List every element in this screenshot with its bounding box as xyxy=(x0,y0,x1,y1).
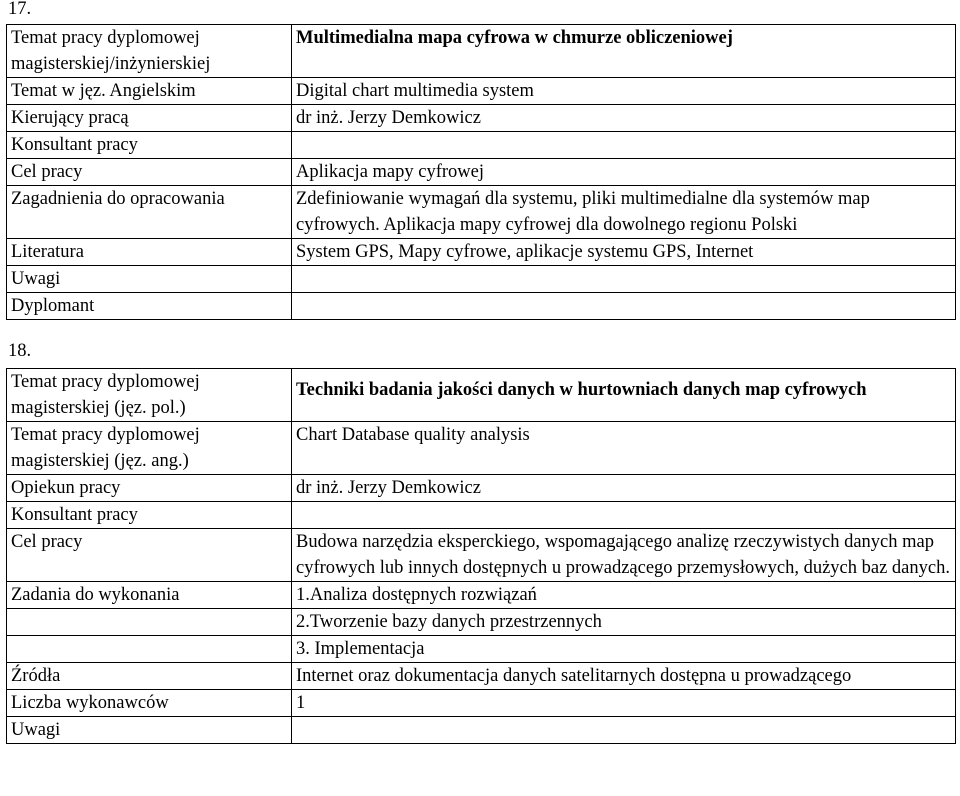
row-label: Cel pracy xyxy=(7,529,292,582)
row-value: Chart Database quality analysis xyxy=(292,422,956,475)
row-value: Multimedialna mapa cyfrowa w chmurze obliczeniowej xyxy=(292,25,956,78)
row-value xyxy=(292,293,956,320)
row-label: Liczba wykonawców xyxy=(7,690,292,717)
row-value xyxy=(292,266,956,293)
row-label: Konsultant pracy xyxy=(7,502,292,529)
row-label: Zagadnienia do opracowania xyxy=(7,186,292,239)
row-label: Zadania do wykonania xyxy=(7,582,292,609)
row-value: Zdefiniowanie wymagań dla systemu, pliki multimedialne dla systemów map cyfrowych. Aplikacja mapy cyfrowej dla dowolnego regionu Polski xyxy=(292,186,956,239)
row-value: dr inż. Jerzy Demkowicz xyxy=(292,475,956,502)
row-value: 1 xyxy=(292,690,956,717)
table-row xyxy=(7,369,956,422)
row-value: Budowa narzędzia eksperckiego, wspomagającego analizę rzeczywistych danych map cyfrowych lub innych dostępnych u prowadzącego przemysłowych, dużych baz danych. xyxy=(292,529,956,582)
row-label: Konsultant pracy xyxy=(7,132,292,159)
row-value: Digital chart multimedia system xyxy=(292,78,956,105)
row-label: Źródła xyxy=(7,663,292,690)
row-label: Temat pracy dyplomowej magisterskiej/inżynierskiej xyxy=(7,25,292,78)
row-label xyxy=(7,609,292,636)
table-row xyxy=(7,663,956,690)
row-label: Temat pracy dyplomowej magisterskiej (jęz. ang.) xyxy=(7,422,292,475)
row-value: 2.Tworzenie bazy danych przestrzennych xyxy=(292,609,956,636)
table-row xyxy=(7,422,956,475)
section-number-17: 17. xyxy=(8,0,32,19)
table-row xyxy=(7,78,956,105)
row-value: Aplikacja mapy cyfrowej xyxy=(292,159,956,186)
row-label xyxy=(7,636,292,663)
row-value xyxy=(292,502,956,529)
table-row xyxy=(7,502,956,529)
table-row xyxy=(7,690,956,717)
row-label: Temat pracy dyplomowej magisterskiej (jęz. pol.) xyxy=(7,369,292,422)
row-value xyxy=(292,132,956,159)
table-row xyxy=(7,636,956,663)
table-row xyxy=(7,529,956,582)
row-value: dr inż. Jerzy Demkowicz xyxy=(292,105,956,132)
row-value: System GPS, Mapy cyfrowe, aplikacje systemu GPS, Internet xyxy=(292,239,956,266)
row-label: Opiekun pracy xyxy=(7,475,292,502)
table-row xyxy=(7,475,956,502)
row-label: Uwagi xyxy=(7,717,292,744)
row-label: Uwagi xyxy=(7,266,292,293)
row-value: 3. Implementacja xyxy=(292,636,956,663)
table-row xyxy=(7,266,956,293)
row-value: 1.Analiza dostępnych rozwiązań xyxy=(292,582,956,609)
table-row xyxy=(7,186,956,239)
table-row xyxy=(7,293,956,320)
table-row xyxy=(7,239,956,266)
thesis-table-18 xyxy=(6,368,956,744)
row-label: Literatura xyxy=(7,239,292,266)
row-value xyxy=(292,717,956,744)
table-row xyxy=(7,132,956,159)
table-row xyxy=(7,609,956,636)
section-number-18: 18. xyxy=(8,341,32,361)
table-row xyxy=(7,105,956,132)
table-row xyxy=(7,717,956,744)
table-row xyxy=(7,159,956,186)
row-label: Cel pracy xyxy=(7,159,292,186)
thesis-table-17 xyxy=(6,24,956,320)
row-label: Temat w jęz. Angielskim xyxy=(7,78,292,105)
row-value: Internet oraz dokumentacja danych satelitarnych dostępna u prowadzącego xyxy=(292,663,956,690)
row-label: Dyplomant xyxy=(7,293,292,320)
row-label: Kierujący pracą xyxy=(7,105,292,132)
table-row xyxy=(7,582,956,609)
row-value: Techniki badania jakości danych w hurtowniach danych map cyfrowych xyxy=(292,369,956,422)
table-row xyxy=(7,25,956,78)
